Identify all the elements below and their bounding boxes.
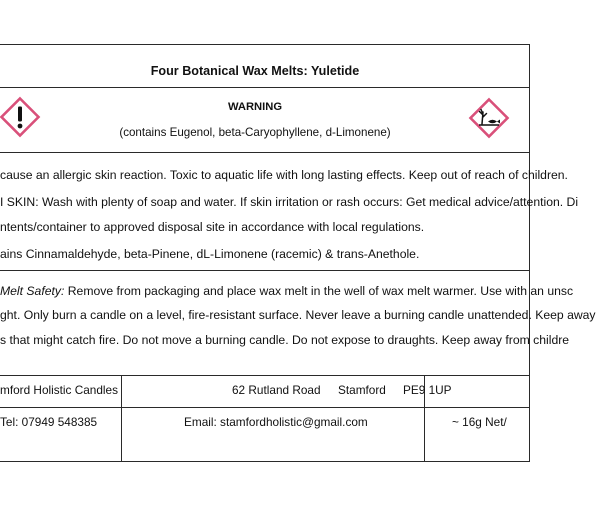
warning-heading: WARNING: [227, 101, 283, 113]
telephone: Tel: 07949 548385: [0, 415, 98, 429]
safety-line-2: ght. Only burn a candle on a level, fire-resistant surface. Never leave a burning candle unattended. Keep away: [0, 308, 596, 322]
precaution-statement-1: I SKIN: Wash with plenty of soap and water. If skin irritation or rash occurs: Get medical advice/attention. Di: [0, 195, 579, 209]
safety-line-3: s that might catch fire. Do not move a burning candle. Do not expose to draughts. Keep away from childre: [0, 333, 570, 347]
email-address: Email: stamfordholistic@gmail.com: [184, 415, 368, 429]
safety-line-1-text: Remove from packaging and place wax melt in the well of wax melt warmer. Use with an unsc: [64, 284, 574, 298]
warning-divider: [0, 152, 530, 153]
ingredients-statement: ains Cinnamaldehyde, beta-Pinene, dL-Limonene (racemic) & trans-Anethole.: [0, 247, 420, 261]
title-divider: [0, 87, 530, 88]
hazard-statement: cause an allergic skin reaction. Toxic to aquatic life with long lasting effects. Keep out of reach of children.: [0, 168, 568, 182]
safety-line-1: [0, 284, 573, 298]
company-name: mford Holistic Candles: [0, 383, 119, 397]
safety-heading: Melt Safety:: [0, 284, 65, 298]
safety-divider: [0, 270, 530, 271]
address-town: Stamford: [338, 383, 386, 397]
product-title: Four Botanical Wax Melts: Yuletide: [150, 64, 360, 78]
precaution-statement-2: ntents/container to approved disposal site in accordance with local regulations.: [0, 220, 425, 234]
address-street: 62 Rutland Road: [232, 383, 321, 397]
address-postcode: PE9 1UP: [403, 383, 452, 397]
footer-top-line: [0, 375, 530, 376]
allergen-contains: (contains Eugenol, beta-Caryophyllene, d-Limonene): [119, 126, 391, 139]
net-weight: ~ 16g Net/: [452, 415, 507, 429]
footer-divider-left: [121, 375, 122, 462]
footer-middle-line: [0, 407, 530, 408]
environment-hazard-icon: [469, 98, 509, 138]
